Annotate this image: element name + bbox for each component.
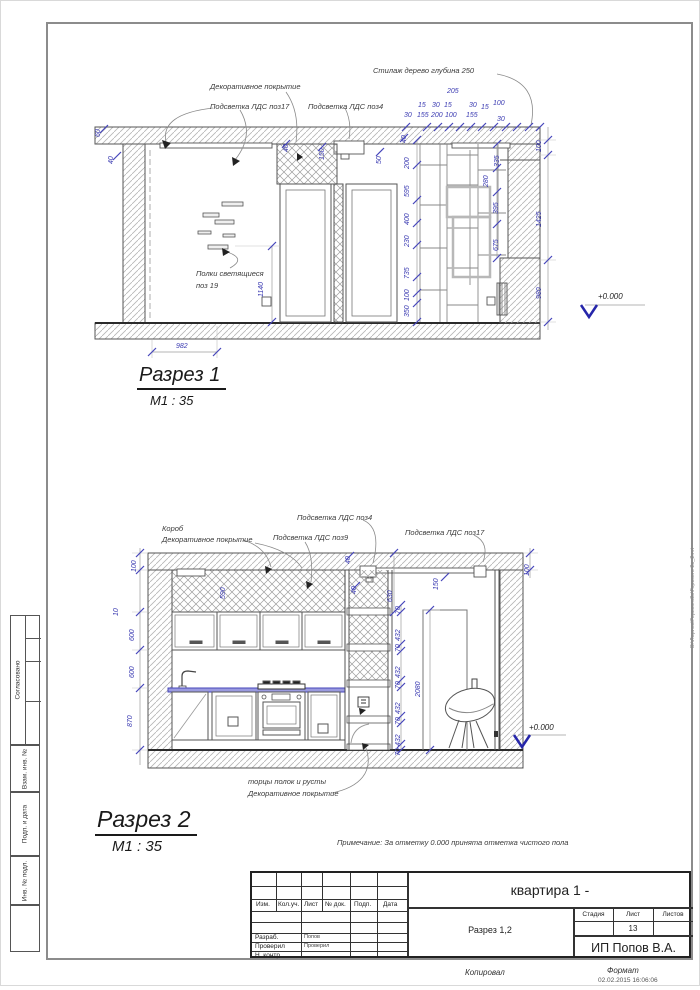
s2-dim: 432 [395,734,402,746]
tb-col-ndok: № док. [325,901,346,908]
tb-col-podp: Подп. [354,901,372,908]
s2-dim: 432 [395,666,402,678]
approval-block [10,615,40,745]
s1-dim: 200 [404,157,411,169]
title-block [250,871,691,958]
s1-dim: 1425 [536,211,543,227]
s1-dim: 595 [404,185,411,197]
inv-podl-label: Инв. № подл. [21,860,29,901]
podp-data-block [10,792,40,856]
s2-decor-label: Декоративное покрытие [162,535,253,544]
s2-dim: 600 [129,629,136,641]
s2-dim-diag: 590 [220,587,227,599]
tb-project-title: квартира 1 - [510,882,590,898]
grid-line [407,907,693,909]
divider [25,616,26,744]
s1-shelf-note: Стилаж дерево глубина 250 [373,66,475,75]
grid-line [573,935,693,937]
s1-dim-bottom-width: 982 [176,343,188,350]
vzam-inv-block [10,745,40,792]
section2-scale: М1 : 35 [112,838,163,855]
s1-dim: 230 [404,235,411,247]
s2-dim-opening: 2080 [415,681,422,697]
s2-dim: 100 [131,560,138,572]
s1-level-mark: +0.000 [598,292,623,301]
s2-light17-label: Подсветка ЛДС поз17 [405,528,485,537]
section2-title: Разрез 2 [95,806,197,836]
divider [26,661,41,662]
s1-dim: 400 [404,213,411,225]
empty-block [10,905,40,952]
grid-line [573,921,693,922]
s1-decor-label: Декоративное покрытие [210,82,301,91]
s1-dim: 100 [445,112,457,119]
approval-label: Согласовано [14,660,22,700]
s1-dim: 350 [404,305,411,317]
tb-row-name: Попов [304,934,320,940]
s1-dim: 15 [418,102,426,109]
s1-dim: 335 [494,155,501,167]
grid-line [276,873,277,911]
s1-dim: 395 [493,202,500,214]
s2-level-mark: +0.000 [529,723,554,732]
tb-col-koluch: Кол.уч. [278,901,300,908]
vzam-inv-label: Взам. инв. № [21,748,29,789]
grid-line [350,873,351,956]
s1-dim: 30 [432,102,440,109]
s2-light4-label: Подсветка ЛДС поз4 [297,513,373,522]
s1-dim: 100 [536,140,543,152]
s1-dim: 30 [469,102,477,109]
tb-col-izm: Изм. [256,901,270,908]
s2-dim: 70 [395,606,402,614]
tb-row-label: Н. контр. [255,952,282,959]
s1-dim: 30 [404,112,412,119]
s1-dim: 40 [108,156,115,164]
s2-dim: 432 [395,702,402,714]
grid-line [322,873,323,911]
divider [26,638,41,639]
s1-dim: 40 [283,144,290,152]
tb-stage-label: Стадия [582,911,605,918]
s1-dim: 280 [483,175,490,187]
s2-dim: 432 [395,629,402,641]
tb-sheet-number: 13 [628,924,638,933]
s2-dim: 870 [127,715,134,727]
s1-dim: 15 [481,104,489,111]
inv-podl-block [10,856,40,905]
s2-dim: 70 [395,644,402,652]
footer-format: Формат [607,966,639,975]
s2-bottom-note-1: торцы полок и русты [248,777,326,786]
s2-dim: 150 [433,578,440,590]
s1-dim: 60 [95,129,102,137]
s2-bottom-note-2: Декоративное покрытие [248,789,339,798]
s1-dim-shelf-height: 1140 [258,281,265,297]
s1-dim: 155 [417,112,429,119]
grid-line [301,873,302,956]
tb-doc-name: Разрез 1,2 [468,925,512,935]
tb-company: ИП Попов В.А. [591,941,676,955]
s1-dim: 30 [497,116,505,123]
s1-dim: 15 [444,102,452,109]
s1-shelves-note-2: поз 19 [196,281,219,290]
floor-note: Примечание: За отметку 0.000 принята отметка чистого пола [337,838,569,847]
s2-dim: 10 [113,608,120,616]
s2-dim: 600 [129,666,136,678]
s2-dim: 70 [395,681,402,689]
grid-line [252,911,407,912]
tb-col-data: Дата [383,901,398,908]
s2-dim-right-outer: 100 [524,564,531,576]
file-path-note: D:\Лариса\Горького2в\Горького 2в_2.rvt [690,547,696,648]
tb-sheets-label: Листов [662,911,684,918]
s2-dim: 70 [395,717,402,725]
s1-dim: 100 [493,100,505,107]
footer-copied: Копировал [465,968,505,977]
s2-light9-label: Подсветка ЛДС поз9 [273,533,349,542]
tb-col-list: Лист [304,901,319,908]
s1-dim: 735 [404,267,411,279]
grid-line [252,922,407,923]
s2-dim: 40 [351,586,358,594]
s1-dim: 100 [404,289,411,301]
podp-data-label: Подп. и дата [21,804,29,844]
divider [26,701,41,702]
s2-dim: 70 [395,748,402,756]
tb-row-name: Проверил [304,943,330,949]
footer-timestamp: 02.02.2015 16:06:06 [598,977,658,984]
s1-light4-label: Подсветка ЛДС поз4 [308,102,384,111]
s1-dim: 155 [466,112,478,119]
tb-row-label: Проверил [255,943,285,950]
s1-light17-label: Подсветка ЛДС поз17 [210,102,290,111]
section1-title: Разрез 1 [137,364,226,390]
s1-dim: 980 [536,287,543,299]
s1-dim: 205 [447,88,459,95]
tb-row-label: Разраб. [255,934,279,941]
s1-dim: 40 [401,135,408,143]
s2-dim: 630 [387,590,394,602]
s1-dim: 150 [319,148,326,160]
s2-dim: 40 [345,556,352,564]
section1-scale: М1 : 35 [150,393,194,408]
s1-dim: 50 [376,156,383,164]
s2-korob-label: Короб [162,524,184,533]
s1-dim: 675 [493,239,500,251]
s1-shelves-note-1: Полки светящиеся [196,269,264,278]
s1-dim: 200 [431,112,443,119]
grid-line [377,873,378,956]
tb-sheet-label: Лист [625,911,641,918]
